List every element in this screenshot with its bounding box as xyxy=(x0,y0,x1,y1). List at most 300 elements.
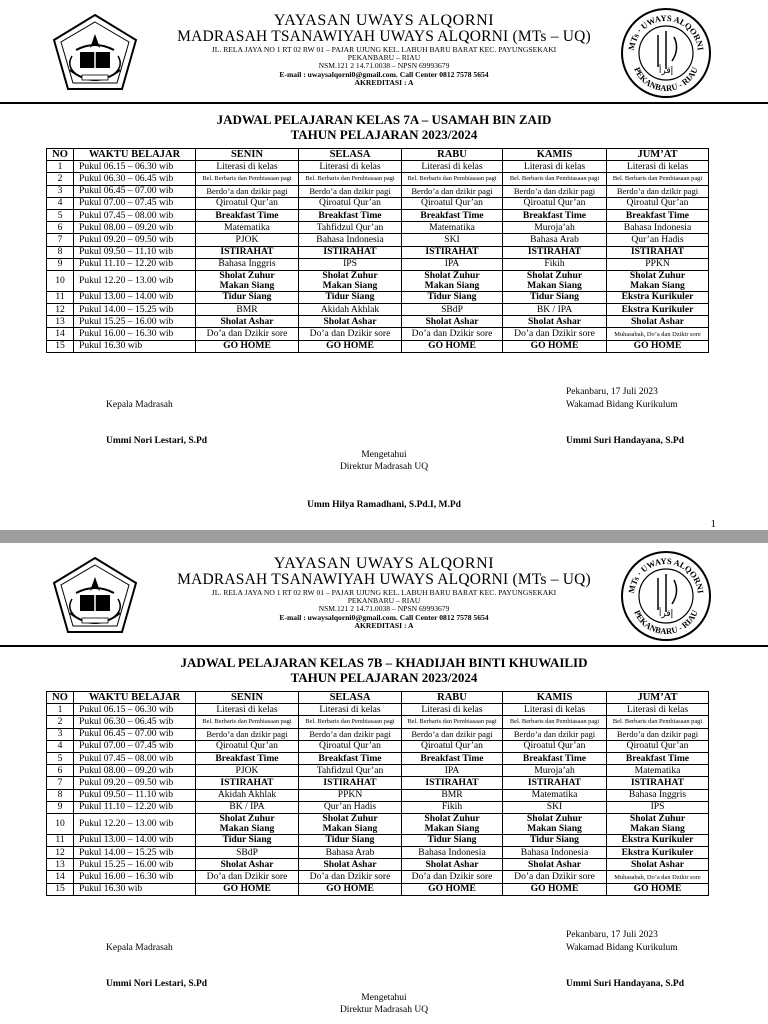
schedule-cell-rabu: SBdP xyxy=(402,304,503,316)
schedule-cell-selasa: Bel. Berbaris dan Pembiasaan pagi xyxy=(299,173,402,185)
schedule-cell-selasa: Tahfidzul Qur’an xyxy=(299,765,402,777)
activity: Makan Siang xyxy=(527,279,582,291)
schedule-cell-rabu: Breakfast Time xyxy=(402,209,503,221)
schedule-cell-selasa xyxy=(299,270,402,291)
schedule-cell-jumat: Ekstra Kurikuler xyxy=(607,304,709,316)
table-row xyxy=(47,777,709,789)
table-row xyxy=(47,173,709,185)
schedule-cell-kamis: Qiroatul Qur’an xyxy=(503,740,607,752)
schedule-cell-rabu: Berdo’a dan dzikir pagi xyxy=(402,185,503,197)
table-header-row xyxy=(47,692,709,704)
schedule-cell-selasa: Bel. Berbaris dan Pembiasaan pagi xyxy=(299,716,402,728)
schedule-cell-senin: Sholat Ashar xyxy=(196,316,299,328)
schedule-cell-jumat: Sholat Ashar xyxy=(607,859,709,871)
schedule-cell-kamis xyxy=(503,270,607,291)
schedule-cell-senin: Tidur Siang xyxy=(196,291,299,303)
table-row xyxy=(47,883,709,895)
schedule-cell-jumat: Berdo’a dan dzikir pagi xyxy=(607,185,709,197)
row-number: 2 xyxy=(47,173,74,185)
schedule-cell-selasa: Qur’an Hadis xyxy=(299,801,402,813)
row-number: 10 xyxy=(47,270,74,291)
contact-line: E-mail : uwaysalqorni0@gmail.com. Call Center 0812 7578 5654 xyxy=(279,612,489,622)
table-row xyxy=(47,789,709,801)
schedule-cell-selasa: Qiroatul Qur’an xyxy=(299,197,402,209)
schedule-cell-rabu: GO HOME xyxy=(402,340,503,352)
schedule-cell-kamis: Muroja’ah xyxy=(503,765,607,777)
row-number: 11 xyxy=(47,834,74,846)
right-signatory-role: Wakamad Bidang Kurikulum xyxy=(566,400,678,410)
row-number: 14 xyxy=(47,871,74,883)
schedule-cell-selasa: Do’a dan Dzikir sore xyxy=(299,871,402,883)
activity: Sholat Zuhur xyxy=(219,813,275,824)
time-slot: Pukul 07.45 – 08.00 wib xyxy=(74,752,196,764)
schedule-cell-jumat: Bahasa Inggris xyxy=(607,789,709,801)
right-signatory-name: Ummi Suri Handayana, S.Pd xyxy=(566,436,684,446)
table-row xyxy=(47,328,709,340)
column-header: SELASA xyxy=(299,149,402,161)
column-header: WAKTU BELAJAR xyxy=(74,149,196,161)
schedule-cell-selasa: Berdo’a dan dzikir pagi xyxy=(299,728,402,740)
schedule-cell-jumat: Sholat Ashar xyxy=(607,316,709,328)
schedule-cell-kamis: Qiroatul Qur’an xyxy=(503,197,607,209)
time-slot: Pukul 06.15 – 06.30 wib xyxy=(74,704,196,716)
schedule-cell-rabu: Literasi di kelas xyxy=(402,161,503,173)
schedule-cell-kamis: ISTIRAHAT xyxy=(503,246,607,258)
accreditation: AKREDITASI : A xyxy=(354,77,414,87)
accreditation: AKREDITASI : A xyxy=(354,620,414,630)
schedule-cell-selasa: ISTIRAHAT xyxy=(299,246,402,258)
schedule-cell-jumat: Bel. Berbaris dan Pembiasaan pagi xyxy=(607,716,709,728)
row-number: 5 xyxy=(47,752,74,764)
column-header: RABU xyxy=(402,149,503,161)
letterhead-rule xyxy=(0,102,768,104)
table-row xyxy=(47,765,709,777)
ministry-emblem-logo xyxy=(50,12,140,92)
page-number: 1 xyxy=(710,518,716,530)
time-slot: Pukul 12.20 – 13.00 wib xyxy=(74,813,196,834)
schedule-cell-jumat: Ekstra Kurikuler xyxy=(607,834,709,846)
table-row xyxy=(47,304,709,316)
time-slot: Pukul 06.45 – 07.00 wib xyxy=(74,185,196,197)
left-signatory-role: Kepala Madrasah xyxy=(106,400,173,410)
time-slot: Pukul 13.00 – 14.00 wib xyxy=(74,834,196,846)
schedule-cell-kamis: Muroja’ah xyxy=(503,222,607,234)
svg-text:إقرأ: إقرأ xyxy=(658,609,674,619)
schedule-cell-senin: Breakfast Time xyxy=(196,209,299,221)
schedule-cell-selasa: Breakfast Time xyxy=(299,209,402,221)
schedule-cell-rabu: Breakfast Time xyxy=(402,752,503,764)
schedule-cell-senin: Do’a dan Dzikir sore xyxy=(196,871,299,883)
right-signatory-name: Ummi Suri Handayana, S.Pd xyxy=(566,979,684,989)
schedule-cell-jumat: Literasi di kelas xyxy=(607,704,709,716)
table-row xyxy=(47,185,709,197)
column-header: NO xyxy=(47,149,74,161)
row-number: 15 xyxy=(47,340,74,352)
schedule-class: JADWAL PELAJARAN KELAS 7B – KHADIJAH BINTI KHUWAILID xyxy=(180,655,588,670)
schedule-cell-kamis: Literasi di kelas xyxy=(503,704,607,716)
row-number: 3 xyxy=(47,728,74,740)
contact-line: E-mail : uwaysalqorni0@gmail.com. Call Center 0812 7578 5654 xyxy=(279,69,489,79)
table-row xyxy=(47,752,709,764)
activity: Makan Siang xyxy=(630,279,685,291)
activity: Makan Siang xyxy=(527,822,582,834)
time-slot: Pukul 11.10 – 12.20 wib xyxy=(74,801,196,813)
row-number: 2 xyxy=(47,716,74,728)
schedule-cell-rabu: Do’a dan Dzikir sore xyxy=(402,871,503,883)
activity: Makan Siang xyxy=(630,822,685,834)
schedule-cell-senin: Literasi di kelas xyxy=(196,704,299,716)
time-slot: Pukul 08.00 – 09.20 wib xyxy=(74,222,196,234)
schedule-cell-rabu: Fikih xyxy=(402,801,503,813)
center-signatory-name: Umm Hilya Ramadhani, S.Pd.I, M.Pd xyxy=(307,500,461,510)
row-number: 9 xyxy=(47,801,74,813)
schedule-cell-senin xyxy=(196,813,299,834)
schedule-cell-jumat: Breakfast Time xyxy=(607,752,709,764)
schedule-cell-jumat xyxy=(607,270,709,291)
table-row xyxy=(47,740,709,752)
activity: Makan Siang xyxy=(322,822,378,834)
time-slot: Pukul 09.20 – 09.50 wib xyxy=(74,777,196,789)
time-slot: Pukul 16.00 – 16.30 wib xyxy=(74,328,196,340)
schedule-cell-senin: Qiroatul Qur’an xyxy=(196,197,299,209)
foundation-name: YAYASAN UWAYS ALQORNI xyxy=(273,12,495,29)
row-number: 4 xyxy=(47,740,74,752)
schedule-cell-rabu: Bahasa Indonesia xyxy=(402,847,503,859)
schedule-year: TAHUN PELAJARAN 2023/2024 xyxy=(290,126,478,142)
letterhead-rule xyxy=(0,645,768,647)
column-header: RABU xyxy=(402,692,503,704)
row-number: 7 xyxy=(47,234,74,246)
table-row xyxy=(47,859,709,871)
time-slot: Pukul 06.30 – 06.45 wib xyxy=(74,173,196,185)
schedule-cell-selasa: Do’a dan Dzikir sore xyxy=(299,328,402,340)
schedule-cell-jumat: Muhasabah, Do’a dan Dzikir sore xyxy=(607,871,709,883)
column-header: JUM’AT xyxy=(607,692,709,704)
schedule-cell-selasa: Sholat Ashar xyxy=(299,859,402,871)
schedule-cell-kamis: Bahasa Indonesia xyxy=(503,847,607,859)
column-header: NO xyxy=(47,692,74,704)
letterhead xyxy=(150,12,618,87)
table-row xyxy=(47,813,709,834)
schedule-cell-selasa: Literasi di kelas xyxy=(299,161,402,173)
row-number: 5 xyxy=(47,209,74,221)
schedule-cell-kamis: GO HOME xyxy=(503,340,607,352)
schedule-cell-jumat: Bel. Berbaris dan Pembiasaan pagi xyxy=(607,173,709,185)
row-number: 8 xyxy=(47,789,74,801)
schedule-cell-senin: Do’a dan Dzikir sore xyxy=(196,328,299,340)
schedule-year: TAHUN PELAJARAN 2023/2024 xyxy=(290,669,478,685)
schedule-cell-kamis: GO HOME xyxy=(503,883,607,895)
address-city: PEKANBARU – RIAU xyxy=(347,596,421,606)
left-signatory-name: Ummi Nori Lestari, S.Pd xyxy=(106,436,208,446)
document-page-2 xyxy=(0,543,768,1024)
schedule-cell-senin: Bel. Berbaris dan Pembiasaan pagi xyxy=(196,173,299,185)
schedule-table xyxy=(46,691,709,896)
schedule-cell-jumat: Muhasabah, Do’a dan Dzikir sore xyxy=(607,328,709,340)
column-header: WAKTU BELAJAR xyxy=(74,692,196,704)
table-row xyxy=(47,716,709,728)
school-name: MADRASAH TSANAWIYAH UWAYS ALQORNI (MTs – UQ) xyxy=(177,28,591,46)
schedule-cell-selasa: Tahfidzul Qur’an xyxy=(299,222,402,234)
school-name: MADRASAH TSANAWIYAH UWAYS ALQORNI (MTs – UQ) xyxy=(177,571,591,589)
activity: Sholat Zuhur xyxy=(526,813,583,824)
schedule-cell-selasa: Akidah Akhlak xyxy=(299,304,402,316)
schedule-cell-jumat: GO HOME xyxy=(607,883,709,895)
row-number: 9 xyxy=(47,258,74,270)
time-slot: Pukul 08.00 – 09.20 wib xyxy=(74,765,196,777)
address-city: PEKANBARU – RIAU xyxy=(347,53,421,63)
address-line: JL. RELA JAYA NO 1 RT 02 RW 01 – PAJAR UJUNG KEL. LABUH BARU BARAT KEC. PAYUNGSEKAKI xyxy=(211,45,557,54)
schedule-cell-kamis: Berdo’a dan dzikir pagi xyxy=(503,728,607,740)
schedule-cell-kamis: Literasi di kelas xyxy=(503,161,607,173)
table-row xyxy=(47,834,709,846)
row-number: 1 xyxy=(47,161,74,173)
row-number: 7 xyxy=(47,777,74,789)
schedule-class: JADWAL PELAJARAN KELAS 7A – USAMAH BIN ZAID xyxy=(216,112,552,127)
acknowledged-label: Mengetahui xyxy=(361,450,407,460)
schedule-cell-selasa: Bahasa Arab xyxy=(299,847,402,859)
schedule-cell-selasa: Qiroatul Qur’an xyxy=(299,740,402,752)
time-slot: Pukul 16.30 wib xyxy=(74,883,196,895)
time-slot: Pukul 06.30 – 06.45 wib xyxy=(74,716,196,728)
schedule-cell-jumat: Qiroatul Qur’an xyxy=(607,197,709,209)
schedule-cell-kamis: BK / IPA xyxy=(503,304,607,316)
schedule-cell-jumat: Breakfast Time xyxy=(607,209,709,221)
column-header: KAMIS xyxy=(503,149,607,161)
schedule-cell-rabu: Literasi di kelas xyxy=(402,704,503,716)
svg-text:PEKANBARU - RIAU: PEKANBARU - RIAU xyxy=(632,65,700,94)
address-line: JL. RELA JAYA NO 1 RT 02 RW 01 – PAJAR UJUNG KEL. LABUH BARU BARAT KEC. PAYUNGSEKAKI xyxy=(211,588,557,597)
schedule-cell-selasa: PPKN xyxy=(299,789,402,801)
time-slot: Pukul 16.00 – 16.30 wib xyxy=(74,871,196,883)
schedule-cell-senin xyxy=(196,270,299,291)
schedule-cell-kamis: Breakfast Time xyxy=(503,752,607,764)
time-slot: Pukul 09.50 – 11.10 wib xyxy=(74,789,196,801)
schedule-cell-rabu: Matematika xyxy=(402,222,503,234)
schedule-cell-selasa: Berdo’a dan dzikir pagi xyxy=(299,185,402,197)
table-row xyxy=(47,340,709,352)
table-row xyxy=(47,847,709,859)
schedule-cell-senin: BK / IPA xyxy=(196,801,299,813)
schedule-cell-kamis: Berdo’a dan dzikir pagi xyxy=(503,185,607,197)
table-row xyxy=(47,197,709,209)
svg-text:MTs · UWAYS ALQORNI: MTs · UWAYS ALQORNI xyxy=(626,555,706,594)
time-slot: Pukul 07.45 – 08.00 wib xyxy=(74,209,196,221)
table-row xyxy=(47,871,709,883)
schedule-cell-selasa: Literasi di kelas xyxy=(299,704,402,716)
school-seal-logo xyxy=(620,550,712,642)
schedule-cell-jumat: IPS xyxy=(607,801,709,813)
schedule-cell-senin: Berdo’a dan dzikir pagi xyxy=(196,728,299,740)
row-number: 4 xyxy=(47,197,74,209)
schedule-cell-rabu: Bel. Berbaris dan Pembiasaan pagi xyxy=(402,173,503,185)
table-row xyxy=(47,316,709,328)
schedule-cell-senin: ISTIRAHAT xyxy=(196,777,299,789)
left-signatory-role: Kepala Madrasah xyxy=(106,943,173,953)
schedule-cell-senin: PJOK xyxy=(196,234,299,246)
schedule-cell-rabu: Sholat Ashar xyxy=(402,316,503,328)
table-row xyxy=(47,801,709,813)
activity: Sholat Zuhur xyxy=(322,270,378,281)
schedule-cell-jumat: Literasi di kelas xyxy=(607,161,709,173)
row-number: 12 xyxy=(47,304,74,316)
activity: Makan Siang xyxy=(424,279,480,291)
time-slot: Pukul 16.30 wib xyxy=(74,340,196,352)
schedule-cell-rabu: Sholat Ashar xyxy=(402,859,503,871)
schedule-cell-senin: Qiroatul Qur’an xyxy=(196,740,299,752)
time-slot: Pukul 11.10 – 12.20 wib xyxy=(74,258,196,270)
table-row xyxy=(47,728,709,740)
school-seal-logo xyxy=(620,7,712,99)
schedule-cell-rabu: Qiroatul Qur’an xyxy=(402,197,503,209)
letterhead xyxy=(150,555,618,630)
schedule-cell-kamis: Tidur Siang xyxy=(503,834,607,846)
schedule-cell-selasa: Tidur Siang xyxy=(299,834,402,846)
schedule-cell-rabu: Berdo’a dan dzikir pagi xyxy=(402,728,503,740)
activity: Sholat Zuhur xyxy=(219,270,275,281)
schedule-cell-senin: ISTIRAHAT xyxy=(196,246,299,258)
activity: Sholat Zuhur xyxy=(526,270,583,281)
foundation-name: YAYASAN UWAYS ALQORNI xyxy=(273,555,495,572)
table-row xyxy=(47,258,709,270)
schedule-cell-rabu: Qiroatul Qur’an xyxy=(402,740,503,752)
time-slot: Pukul 07.00 – 07.45 wib xyxy=(74,740,196,752)
schedule-cell-rabu: Tidur Siang xyxy=(402,291,503,303)
schedule-cell-rabu: GO HOME xyxy=(402,883,503,895)
time-slot: Pukul 14.00 – 15.25 wib xyxy=(74,304,196,316)
time-slot: Pukul 12.20 – 13.00 wib xyxy=(74,270,196,291)
schedule-cell-jumat: Ekstra Kurikuler xyxy=(607,847,709,859)
column-header: SENIN xyxy=(196,149,299,161)
schedule-cell-jumat xyxy=(607,813,709,834)
row-number: 10 xyxy=(47,813,74,834)
schedule-cell-rabu: IPA xyxy=(402,765,503,777)
schedule-cell-senin: Breakfast Time xyxy=(196,752,299,764)
center-signatory-role: Direktur Madrasah UQ xyxy=(339,462,429,472)
schedule-cell-senin: GO HOME xyxy=(196,883,299,895)
row-number: 14 xyxy=(47,328,74,340)
schedule-cell-kamis xyxy=(503,813,607,834)
schedule-cell-kamis: Bel. Berbaris dan Pembiasaan pagi xyxy=(503,173,607,185)
schedule-cell-kamis: Breakfast Time xyxy=(503,209,607,221)
activity: Sholat Zuhur xyxy=(629,813,686,824)
time-slot: Pukul 15.25 – 16.00 wib xyxy=(74,316,196,328)
column-header: SELASA xyxy=(299,692,402,704)
table-header-row xyxy=(47,149,709,161)
page-separator xyxy=(0,530,768,543)
row-number: 1 xyxy=(47,704,74,716)
row-number: 6 xyxy=(47,222,74,234)
schedule-cell-kamis: Sholat Ashar xyxy=(503,859,607,871)
place-date: Pekanbaru, 17 Juli 2023 xyxy=(566,387,658,397)
activity: Makan Siang xyxy=(219,822,275,834)
schedule-cell-selasa: IPS xyxy=(299,258,402,270)
column-header: SENIN xyxy=(196,692,299,704)
schedule-cell-senin: Bel. Berbaris dan Pembiasaan pagi xyxy=(196,716,299,728)
table-row xyxy=(47,291,709,303)
schedule-cell-kamis: SKI xyxy=(503,801,607,813)
row-number: 3 xyxy=(47,185,74,197)
time-slot: Pukul 14.00 – 15.25 wib xyxy=(74,847,196,859)
activity: Makan Siang xyxy=(322,279,378,291)
schedule-cell-kamis: Do’a dan Dzikir sore xyxy=(503,871,607,883)
schedule-cell-kamis: Tidur Siang xyxy=(503,291,607,303)
schedule-cell-selasa: Breakfast Time xyxy=(299,752,402,764)
schedule-cell-senin: Tidur Siang xyxy=(196,834,299,846)
schedule-cell-rabu: Do’a dan Dzikir sore xyxy=(402,328,503,340)
time-slot: Pukul 15.25 – 16.00 wib xyxy=(74,859,196,871)
row-number: 11 xyxy=(47,291,74,303)
row-number: 13 xyxy=(47,316,74,328)
schedule-cell-rabu: BMR xyxy=(402,789,503,801)
schedule-cell-rabu: IPA xyxy=(402,258,503,270)
schedule-cell-rabu: Bel. Berbaris dan Pembiasaan pagi xyxy=(402,716,503,728)
activity: Sholat Zuhur xyxy=(322,813,378,824)
schedule-cell-kamis: Sholat Ashar xyxy=(503,316,607,328)
schedule-cell-senin: Matematika xyxy=(196,222,299,234)
time-slot: Pukul 09.50 – 11.10 wib xyxy=(74,246,196,258)
schedule-cell-kamis: Do’a dan Dzikir sore xyxy=(503,328,607,340)
table-row xyxy=(47,704,709,716)
schedule-cell-rabu xyxy=(402,270,503,291)
schedule-cell-kamis: Bel. Berbaris dan Pembiasaan pagi xyxy=(503,716,607,728)
schedule-cell-jumat: ISTIRAHAT xyxy=(607,246,709,258)
schedule-cell-selasa xyxy=(299,813,402,834)
schedule-table xyxy=(46,148,709,353)
table-row xyxy=(47,270,709,291)
schedule-cell-selasa: GO HOME xyxy=(299,883,402,895)
schedule-cell-senin: Sholat Ashar xyxy=(196,859,299,871)
svg-text:PEKANBARU - RIAU: PEKANBARU - RIAU xyxy=(632,608,700,637)
schedule-cell-kamis: Fikih xyxy=(503,258,607,270)
schedule-cell-kamis: Bahasa Arab xyxy=(503,234,607,246)
schedule-cell-jumat: PPKN xyxy=(607,258,709,270)
schedule-cell-senin: PJOK xyxy=(196,765,299,777)
table-row xyxy=(47,234,709,246)
acknowledged-label: Mengetahui xyxy=(361,993,407,1003)
svg-text:MTs · UWAYS ALQORNI: MTs · UWAYS ALQORNI xyxy=(626,12,706,51)
time-slot: Pukul 06.45 – 07.00 wib xyxy=(74,728,196,740)
schedule-cell-jumat: Qiroatul Qur’an xyxy=(607,740,709,752)
activity: Sholat Zuhur xyxy=(629,270,686,281)
schedule-cell-rabu: ISTIRAHAT xyxy=(402,777,503,789)
time-slot: Pukul 13.00 – 14.00 wib xyxy=(74,291,196,303)
column-header: KAMIS xyxy=(503,692,607,704)
activity: Makan Siang xyxy=(219,279,275,291)
schedule-title xyxy=(0,113,768,143)
schedule-cell-selasa: Tidur Siang xyxy=(299,291,402,303)
table-row xyxy=(47,246,709,258)
row-number: 6 xyxy=(47,765,74,777)
schedule-cell-jumat: Bahasa Indonesia xyxy=(607,222,709,234)
schedule-cell-jumat: ISTIRAHAT xyxy=(607,777,709,789)
schedule-cell-selasa: ISTIRAHAT xyxy=(299,777,402,789)
activity: Sholat Zuhur xyxy=(424,270,480,281)
row-number: 15 xyxy=(47,883,74,895)
right-signatory-role: Wakamad Bidang Kurikulum xyxy=(566,943,678,953)
schedule-cell-senin: Berdo’a dan dzikir pagi xyxy=(196,185,299,197)
time-slot: Pukul 07.00 – 07.45 wib xyxy=(74,197,196,209)
schedule-cell-kamis: Matematika xyxy=(503,789,607,801)
row-number: 8 xyxy=(47,246,74,258)
schedule-cell-jumat: GO HOME xyxy=(607,340,709,352)
time-slot: Pukul 06.15 – 06.30 wib xyxy=(74,161,196,173)
place-date: Pekanbaru, 17 Juli 2023 xyxy=(566,930,658,940)
activity: Sholat Zuhur xyxy=(424,813,480,824)
nsm-npsn: NSM.121 2 14.71.0038 – NPSN 69993679 xyxy=(318,61,450,71)
table-row xyxy=(47,161,709,173)
svg-text:إقرأ: إقرأ xyxy=(658,66,674,76)
